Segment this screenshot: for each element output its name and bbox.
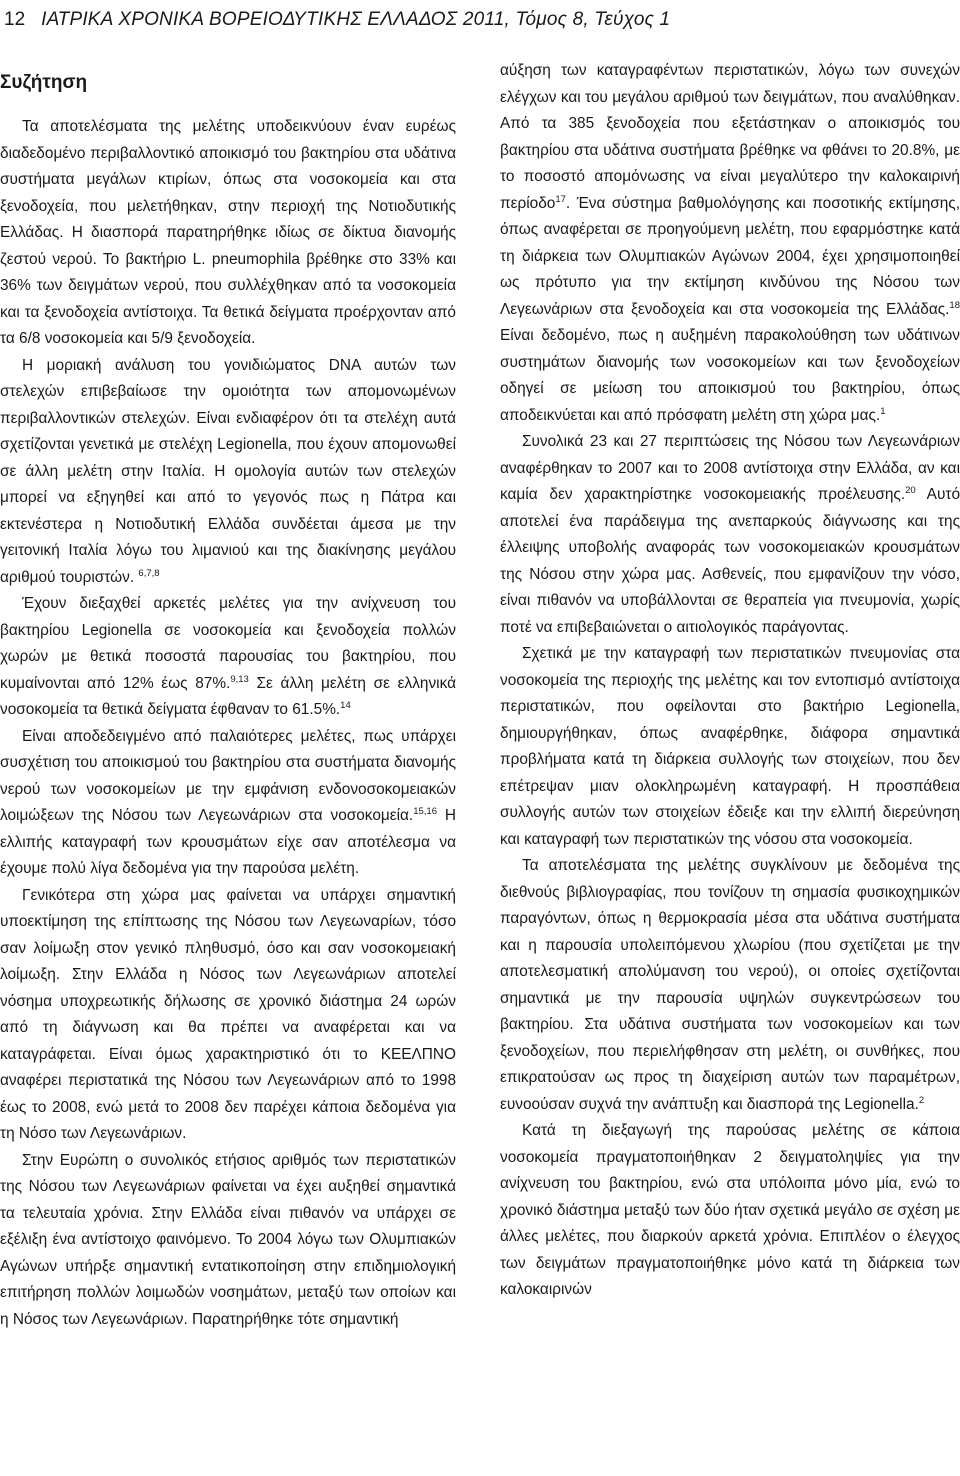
section-title: Συζήτηση xyxy=(0,72,88,93)
page-header xyxy=(0,0,960,40)
paragraph: Κατά τη διεξαγωγή της παρούσας μελέτης σε κάποια νοσοκομεία πραγματοποιήθηκαν 2 δειγματοληψίες για την ανίχνευση του βακτηρίου, ενώ στα υπόλοιπα μόνο μία, ενώ το χρονικό διάστημα μεταξύ των δύο ήταν σχετικά μεγάλο σε σχέση με άλλες μελέτες, που διαρκούν αρκετά χρόνια. Επιπλέον ο έλεγχος των δειγμάτων πραγματοποιήθηκε μόνο κατά τη διάρκεια των καλοκαιρινών xyxy=(500,1122,960,1298)
citation-ref: 1 xyxy=(880,405,886,417)
citation-ref: 18 xyxy=(949,299,960,311)
page-number: 12 xyxy=(4,9,26,30)
paragraph: Τα αποτελέσματα της μελέτης υποδεικνύουν έναν ευρέως διαδεδομένο περιβαλλοντικό αποικισμό του βακτηρίου στα υδάτινα συστήματα μεγάλων κτιρίων, όπως στα νοσοκομεία και στα ξενοδοχεία, που μελετήθηκαν, στην περιοχή της Νοτιοδυτικής Ελλάδας. Η διασπορά παρατηρήθηκε ιδίως σε δίκτυα διανομής ζεστού νερού. Το βακτήριο L. pneumophila βρέθηκε στο 33% και 36% των δειγμάτων νερού, που συλλέχθηκαν από τα νοσοκομεία και τα ξενοδοχεία αντίστοιχα. Τα θετικά δείγματα προέρχονταν από τα 6/8 νοσοκομεία και 5/9 ξενοδοχεία. xyxy=(0,118,456,347)
paragraph: Συνολικά 23 και 27 περιπτώσεις της Νόσου των Λεγεωνάριων αναφέρθηκαν το 2007 και το 2008 αντίστοιχα στην Ελλάδα, αν και καμία δεν χαρακτηρίστηκε νοσοκομειακής προέλευσης.$^{20}$ Αυτό αποτελεί ένα παράδειγμα της ανεπαρκούς διάγνωσης και της έλλειψης υποβολής αναφοράς των νοσοκομειακών κρουσμάτων της Νόσου στην χώρα μας. Ασθενείς, που εμφανίζουν την νόσο, είναι πιθανόν να υποβάλλονται σε θεραπεία για πνευμονία, χωρίς ποτέ να επιβεβαιώνεται ο αιτιολογικός παράγοντας. xyxy=(500,433,960,636)
right-column xyxy=(500,58,960,1304)
paragraph: Σχετικά με την καταγραφή των περιστατικών πνευμονίας στα νοσοκομεία της περιοχής της μελέτης και τον εντοπισμό αντίστοιχα περιστατικών, που οφείλονται στο βακτήριο Legionella, δημιουργήθηκαν, όπως αναφέρθηκε, διάφορα σημαντικά προβλήματα κατά τη διάρκεια συλλογής των στοιχείων, που δεν επέτρεψαν μιαν ολοκληρωμένη καταγραφή. Η προσπάθεια συλλογής αυτών των στοιχείων έδειξε και την ελλιπή διερεύνηση και καταγραφή των περιστατικών της νόσου στα νοσοκομεία. xyxy=(500,645,960,848)
citation-ref: 14 xyxy=(340,700,351,711)
citation-ref: 17 xyxy=(555,193,566,205)
paragraph: Στην Ευρώπη ο συνολικός ετήσιος αριθμός των περιστατικών της Νόσου των Λεγεωνάριων φαίνεται να έχει αυξηθεί σημαντικά τα τελευταία χρόνια. Στην Ελλάδα είναι πιθανόν να υπάρχει σε εξέλιξη ένα αντίστοιχο φαινόμενο. Το 2004 λόγω των Ολυμπιακών Αγώνων υπήρξε σημαντική εντατικοποίηση στην επιδημιολογική επιτήρηση πολλών λοιμωδών νοσημάτων, μεταξύ των οποίων και η Νόσος των Λεγεωνάριων. Παρατηρήθηκε τότε σημαντική xyxy=(0,1151,456,1328)
paragraph: αύξηση των καταγραφέντων περιστατικών, λόγω των συνεχών ελέγχων και του μεγάλου αριθμού των δειγμάτων, που αναλύθηκαν. Από τα 385 ξενοδοχεία που εξετάστηκαν ο αποικισμός του βακτηρίου στα υδάτινα συστήματα βρέθηκε να φθάνει το 20.8%, με το ποσοστό απομόνωσης να είναι μεγαλύτερο την καλοκαιρινή περίοδο$^{17}$. Ένα σύστημα βαθμολόγησης και ποσοτικής εκτίμησης, όπως αναφέρεται σε προηγούμενη μελέτη, που εφαρμόστηκε κατά τη διάρκεια των Ολυμπιακών Αγώνων 2004, έχει χρησιμοποιηθεί ως πρότυπο για την εκτίμηση κινδύνου της Νόσου των Λεγεωνάριων στα ξενοδοχεία και στα νοσοκομεία της Ελλάδας.$^{18}$ Είναι δεδομένο, πως η αυξημένη παρακολούθηση των υδάτινων συστημάτων διανομής των νοσοκομείων και των ξενοδοχείων οδηγεί σε μείωση του αποικισμού του βακτηρίου, όπως αποδεικνύεται και από πρόσφατη μελέτη στη χώρα μας.$^1$ xyxy=(500,62,960,424)
citation-ref: 15,16 xyxy=(413,806,437,817)
paragraph: Γενικότερα στη χώρα μας φαίνεται να υπάρχει σημαντική υποεκτίμηση της επίπτωσης της Νόσου των Λεγεωναρίων, τόσο σαν λοίμωξη στον γενικό πληθυσμό, όσο και σαν νοσοκομειακή λοίμωξη. Στην Ελλάδα η Νόσος των Λεγεωνάριων αποτελεί νόσημα υποχρεωτικής δήλωσης σε χρονικό διάστημα 24 ωρών από τη διάγνωση και θα πρέπει να αναφέρεται και να καταγράφεται. Είναι όμως χαρακτηριστικό ότι το ΚΕΕΛΠΝΟ αναφέρει περιστατικά της Νόσου των Λεγεωνάριων από το 1998 έως το 2008, ενώ μετά το 2008 δεν παρέχει κάποια δεδομένα για τη Νόσο των Λεγεωνάριων. xyxy=(0,886,456,1142)
paragraph: Η μοριακή ανάλυση του γονιδιώματος DNA αυτών των στελεχών επιβεβαίωσε την ομοιότητα των απομονωμένων περιβαλλοντικών στελεχών. Είναι ενδιαφέρον ότι τα στελέχη αυτά σχετίζονται γενετικά με στελέχη Legionella, που έχουν απομονωθεί σε άλλη μελέτη στην Ιταλία. Η ομολογία αυτών των στελεχών μπορεί να εξηγηθεί και από το γεγονός πως η Πάτρα και εκτενέστερα η Νοτιοδυτική Ελλάδα συνδέεται άμεσα με την γειτονική Ιταλία λόγω του λιμανιού και της διακίνησης μεγάλου αριθμού τουριστών. $^{6,7,8}$ xyxy=(0,356,456,586)
paragraph: Τα αποτελέσματα της μελέτης συγκλίνουν με δεδομένα της διεθνούς βιβλιογραφίας, που τονίζουν τη σημασία φυσικοχημικών παραγόντων, όπως η θερμοκρασία μέσα στα υδάτινα συστήματα και η παρουσία υπολειπόμενου χλωρίου (που σχετίζεται με την αποτελεσματική απολύμανση του νερού), οι οποίες σχετίζονται σημαντικά με την παρουσία υψηλών συγκεντρώσεων του βακτηρίου. Στα υδάτινα συστήματα των νοσοκομείων και των ξενοδοχείων, που περιελήφθησαν στη μελέτη, οι συνθήκες, που επικρατούσαν ως προς τη διαχείριση αυτών των παραμέτρων, ευνοούσαν συχνά την ανάπτυξη και διασπορά της Legionella.$^2$ xyxy=(500,857,960,1113)
citation-ref: 6,7,8 xyxy=(138,567,160,579)
citation-ref: 20 xyxy=(905,485,916,496)
left-column xyxy=(0,58,456,1333)
citation-ref: 2 xyxy=(918,1094,925,1106)
citation-ref: 9,13 xyxy=(230,673,249,685)
paragraph: Έχουν διεξαχθεί αρκετές μελέτες για την ανίχνευση του βακτηρίου Legionella σε νοσοκομεία και ξενοδοχεία πολλών χωρών με θετικά ποσοστά παρουσίας του βακτηρίου, που κυμαίνονται από 12% έως 87%.$^{9,13}$ Σε άλλη μελέτη σε ελληνικά νοσοκομεία τα θετικά δείγματα έφθαναν το 61.5%.$^{14}$ xyxy=(0,595,456,718)
journal-title: ΙΑΤΡΙΚΑ ΧΡΟΝΙΚΑ ΒΟΡΕΙΟΔΥΤΙΚΗΣ ΕΛΛΑΔΟΣ 2011, Τόμος 8, Τεύχος 1 xyxy=(41,9,671,30)
paragraph: Είναι αποδεδειγμένο από παλαιότερες μελέτες, πως υπάρχει συσχέτιση του αποικισμού του βακτηρίου στα συστήματα διανομής νερού των νοσοκομείων με την εμφάνιση ενδονοσοκομειακών λοιμώξεων της Νόσου των Λεγεωνάριων στα νοσοκομεία.$^{15,16}$ Η ελλιπής καταγραφή των κρουσμάτων είχε σαν αποτέλεσμα να έχουμε πολύ λίγα δεδομένα για την παρούσα μελέτη. xyxy=(0,727,456,877)
